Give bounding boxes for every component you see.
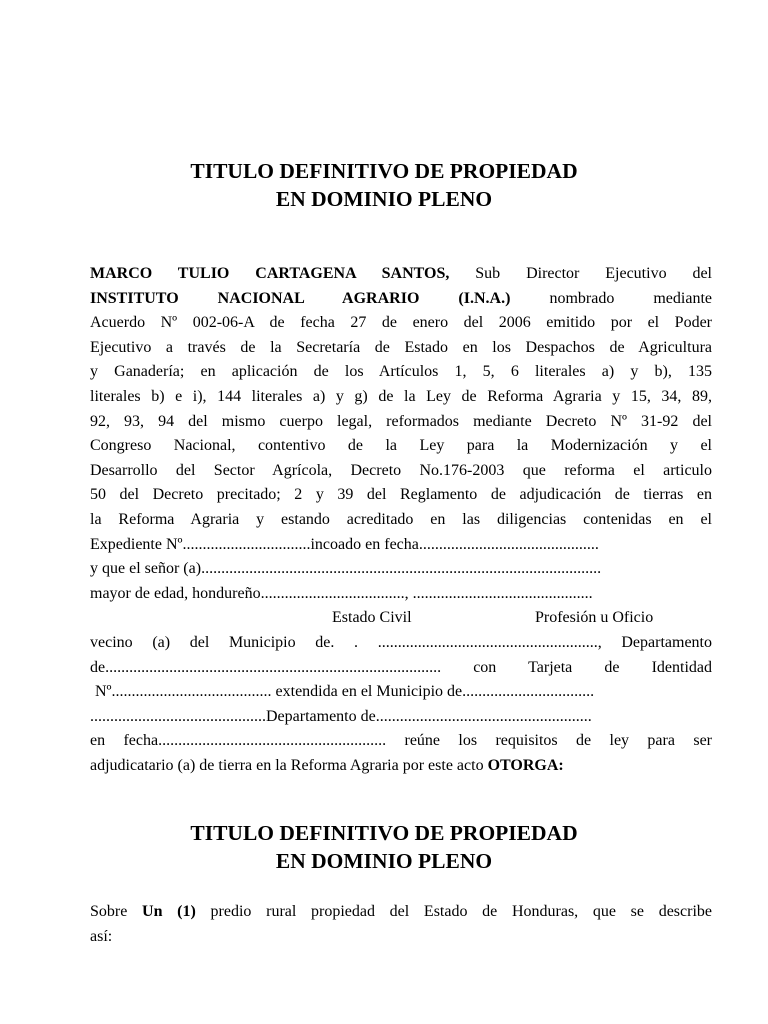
senor-line: y que el señor (a).................................................................................................... [90,560,602,578]
title2-line-1: TITULO DEFINITIVO DE PROPIEDAD [190,821,578,845]
profesion-label: Profesión u Oficio [535,609,654,627]
text-line: Desarrollo del Sector Agrícola, Decreto No.176-2003 que reforma el articulo [90,461,712,479]
otorga-label: OTORGA: [487,756,564,774]
text-line: literales b) e i), 144 literales a) y g) de la Ley de Reforma Agraria y 15, 34, 89, [90,387,712,405]
title-line-2: EN DOMINIO PLENO [275,187,493,211]
text-line: 92, 93, 94 del mismo cuerpo legal, reformados mediante Decreto Nº 31-92 del [90,412,712,430]
text-line: INSTITUTO NACIONAL AGRARIO (I.N.A.) nombrado mediante [90,289,712,307]
institution-name: INSTITUTO NACIONAL AGRARIO (I.N.A.) [90,289,511,307]
mayor-edad-line: mayor de edad, hondureño...................................., ............................................. [90,584,593,602]
text-line: vecino (a) del Municipio de. . ......................................................., Departamento [90,633,712,651]
text-line: y Ganadería; en aplicación de los Artículos 1, 5, 6 literales a) y b), 135 [90,363,712,381]
text-line: de.................................................................................... con Tarjeta de Identidad [90,658,712,676]
text-line: 50 del Decreto precitado; 2 y 39 del Reglamento de adjudicación de tierras en [90,486,712,504]
closing-paragraph [90,900,712,949]
text-line: Sobre Un (1) predio rural propiedad del Estado de Honduras, que se describe [90,903,712,920]
text-line: así: [90,927,113,945]
text-line: ............................................Departamento de...................................................... [90,707,592,725]
title-line-1: TITULO DEFINITIVO DE PROPIEDAD [190,159,578,183]
civil-labels-row [90,606,712,631]
text-line: la Reforma Agraria y estando acreditado en las diligencias contenidas en el [90,510,712,528]
predio-count: Un (1) [142,903,196,920]
text-line: Acuerdo Nº 002-06-A de fecha 27 de enero del 2006 emitido por el Poder [90,314,712,332]
official-name: MARCO TULIO CARTAGENA SANTOS, [90,265,450,282]
title2-line-2: EN DOMINIO PLENO [275,849,493,873]
text-line: Ejecutivo a través de la Secretaría de Estado en los Despachos de Agricultura [90,338,712,356]
document-title [0,157,768,213]
text-line: MARCO TULIO CARTAGENA SANTOS, Sub Director Ejecutivo del [90,265,712,282]
estado-civil-label: Estado Civil [332,609,412,627]
text-line: en fecha......................................................... reúne los requisitos de ley para ser [90,732,712,750]
text-line: Congreso Nacional, contentivo de la Ley para la Modernización y el [90,437,712,455]
text-line: adjudicatario (a) de tierra en la Reforma Agraria por este acto OTORGA: [90,756,564,774]
document-title-2 [0,819,768,875]
main-paragraph [90,262,712,778]
expediente-line: Expediente Nº................................incoado en fecha............................................. [90,535,599,553]
text-line: Nº........................................ extendida en el Municipio de................................. [95,683,595,701]
